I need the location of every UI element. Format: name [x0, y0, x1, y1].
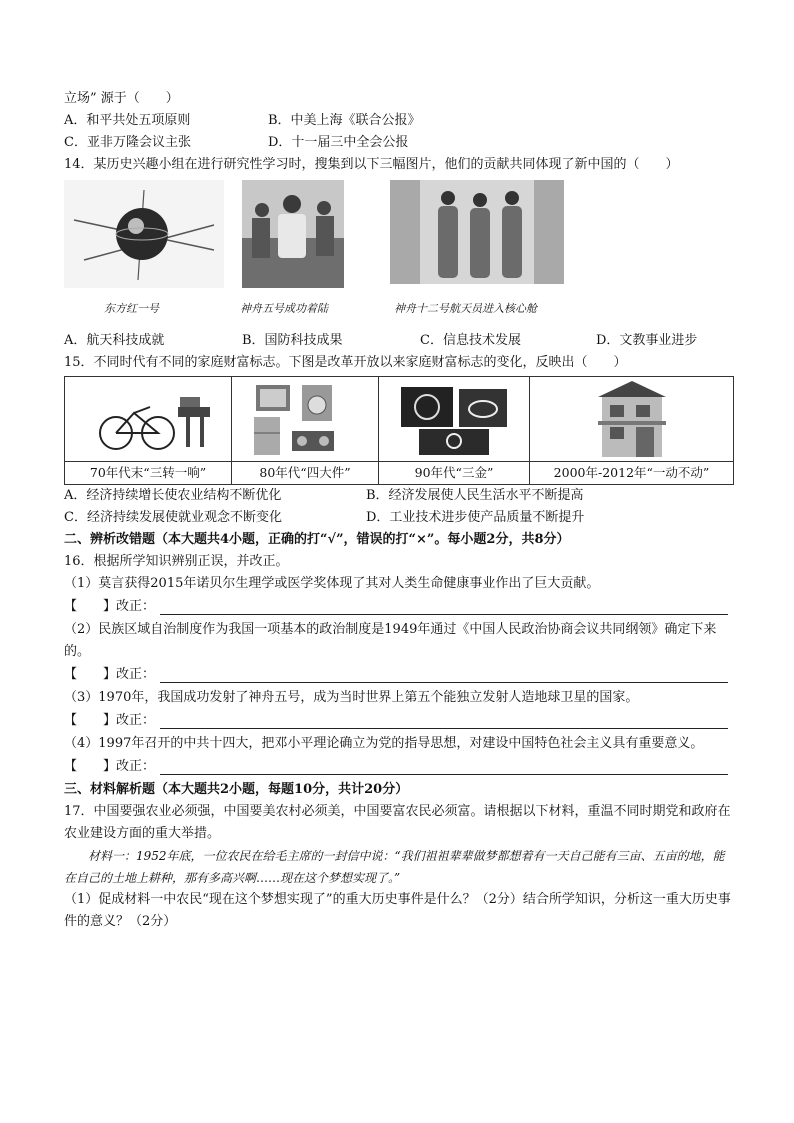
gold-jewelry-image — [379, 377, 529, 462]
q15-option-b: B．经济发展使人民生活水平不断提高 — [366, 488, 584, 503]
q13-option-a: A．和平共处五项原则 — [64, 113, 191, 128]
fix-label: 【 】改正： — [64, 667, 156, 682]
cell-90s — [379, 377, 530, 485]
cell-90s-label: 90年代“三金” — [414, 465, 494, 480]
q14-option-a: A．航天科技成就 — [64, 333, 165, 348]
appliances-image — [232, 377, 378, 462]
q16-item-1: （1）莫言获得2015年诺贝尔生理学或医学奖体现了其对人类生命健康事业作出了巨大贡献。 — [64, 576, 600, 591]
q15-options-row2 — [64, 507, 734, 529]
section3-heading: 三、材料解析题（本大题共2小题，每题10分，共计20分） — [64, 782, 409, 797]
q13-options-row2 — [64, 132, 734, 154]
q14-image-row — [64, 180, 734, 330]
q14-stem: 14．某历史兴趣小组在进行研究性学习时，搜集到以下三幅图片，他们的贡献共同体现了新中国的（ ） — [64, 157, 679, 172]
wealth-symbol-table — [64, 376, 734, 485]
shenzhou12-astronauts-image — [390, 180, 564, 284]
q16-fix-row-3 — [64, 709, 734, 733]
q17-intro: 17．中国要强农业必须强，中国要美农村必须美，中国要富农民必须富。请根据以下材料，重温不同时期党和政府在农业建设方面的重大举措。 — [64, 804, 731, 841]
caption-sz5: 神舟五号成功着陆 — [240, 302, 328, 315]
caption-dfh1: 东方红一号 — [104, 302, 159, 315]
cell-80s-label: 80年代“四大件” — [259, 465, 351, 480]
q14-option-b: B．国防科技成果 — [242, 333, 343, 348]
cell-2000s-label: 2000年-2012年“一动不动” — [553, 465, 710, 480]
q14-option-d: D．文教事业进步 — [596, 333, 698, 348]
q16-item-3: （3）1970年，我国成功发射了神舟五号，成为当时世界上第五个能独立发射人造地球卫星的国家。 — [64, 690, 639, 705]
section2-heading: 二、辨析改错题（本大题共4小题，正确的打“√”，错误的打“×”。每小题2分，共8分） — [64, 532, 570, 547]
answer-line[interactable] — [160, 728, 728, 729]
q17-material-1: 材料一：1952年底，一位农民在给毛主席的一封信中说：“我们祖祖辈辈做梦都想着有一天自己能有三亩、五亩的地，能在自己的土地上耕种，那有多高兴啊……现在这个梦想实现了。” — [64, 849, 725, 885]
q13-option-d: D．十一届三中全会公报 — [268, 135, 409, 150]
q15-option-a: A．经济持续增长使农业结构不断优化 — [64, 488, 282, 503]
answer-line[interactable] — [160, 682, 728, 683]
q13-option-b: B．中美上海《联合公报》 — [268, 113, 421, 128]
fix-label: 【 】改正： — [64, 713, 156, 728]
cell-70s-label: 70年代末“三转一响” — [89, 465, 207, 480]
fix-label: 【 】改正： — [64, 599, 156, 614]
cell-80s — [232, 377, 379, 485]
answer-line[interactable] — [160, 774, 728, 775]
q15-option-c: C．经济持续发展使就业观念不断变化 — [64, 510, 282, 525]
q16-stem: 16．根据所学知识辨别正误，并改正。 — [64, 554, 289, 569]
caption-sz12: 神舟十二号航天员进入核心舱 — [394, 302, 537, 315]
answer-line[interactable] — [160, 614, 728, 615]
q17-subquestion-1: （1）促成材料一中农民“现在这个梦想实现了”的重大历史事件是什么？（2分）结合所学知识，分析这一重大历史事件的意义？（2分） — [64, 892, 731, 929]
q13-tail: 立场” 源于（ ） — [64, 91, 179, 106]
q14-options — [64, 330, 734, 352]
fix-label: 【 】改正： — [64, 759, 156, 774]
cell-70s — [65, 377, 232, 485]
cell-2000s — [530, 377, 734, 485]
q13-option-c: C．亚非万隆会议主张 — [64, 135, 191, 150]
q16-item-2: （2）民族区域自治制度作为我国一项基本的政治制度是1949年通过《中国人民政治协商会议共同纲领》确定下来的。 — [64, 622, 717, 659]
q16-fix-row-1 — [64, 595, 734, 619]
satellite-image — [64, 180, 224, 288]
q15-options-row1 — [64, 485, 734, 507]
bicycle-sewing-machine-image — [65, 377, 231, 462]
q16-fix-row-2 — [64, 663, 734, 687]
q13-options-row1 — [64, 110, 734, 132]
exam-page — [64, 88, 734, 933]
house-image — [530, 377, 733, 462]
q16-fix-row-4 — [64, 755, 734, 779]
q15-option-d: D．工业技术进步使产品质量不断提升 — [366, 510, 585, 525]
q14-option-c: C．信息技术发展 — [420, 333, 521, 348]
shenzhou5-landing-image — [242, 180, 344, 288]
q15-stem: 15．不同时代有不同的家庭财富标志。下图是改革开放以来家庭财富标志的变化，反映出（ ） — [64, 355, 627, 370]
q16-item-4: （4）1997年召开的中共十四大，把邓小平理论确立为党的指导思想，对建设中国特色社会主义具有重要意义。 — [64, 736, 704, 751]
